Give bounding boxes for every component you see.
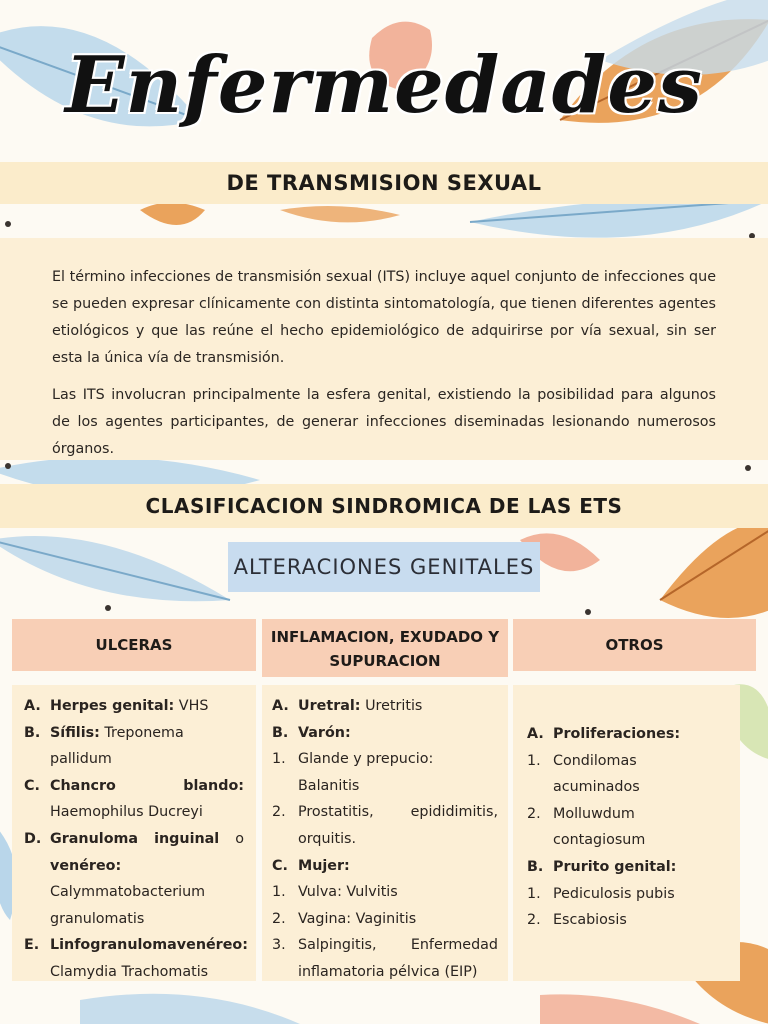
- list-marker: 3.: [272, 937, 286, 954]
- list-marker: 2.: [527, 805, 541, 822]
- column-header-line: INFLAMACION, EXUDADO Y: [270, 628, 500, 646]
- list-marker: 1.: [272, 751, 286, 768]
- item-key: inguinal: [154, 830, 220, 847]
- list-marker: 1.: [272, 884, 286, 901]
- list-item: [24, 720, 244, 773]
- list-item: [527, 801, 730, 854]
- item-value: Treponema pallidum: [50, 724, 184, 768]
- item-value: Vagina: Vaginitis: [298, 910, 417, 927]
- leaf-blue-left-icon: [0, 457, 260, 601]
- item-key: Mujer:: [298, 857, 350, 874]
- column-card-ulceras: [12, 685, 256, 981]
- item-value: granulomatis: [50, 910, 145, 927]
- list-item: [24, 826, 244, 932]
- item-key: blando:: [183, 777, 244, 794]
- column-header-ulceras: ULCERAS: [12, 619, 256, 671]
- list-item: [527, 721, 730, 748]
- list-item: [527, 854, 730, 881]
- list-marker: D.: [24, 830, 42, 847]
- intro-box: [0, 238, 768, 460]
- leaf-orange-small-icon: [140, 203, 400, 226]
- page-title: Enfermedades: [65, 40, 703, 131]
- list-marker: 2.: [527, 912, 541, 929]
- item-key: Linfogranuloma: [50, 937, 177, 954]
- item-key: Prurito genital:: [553, 858, 677, 875]
- list-marker: 2.: [272, 804, 286, 821]
- item-value: Pediculosis pubis: [553, 885, 675, 902]
- item-key: Granuloma: [50, 830, 139, 847]
- item-value: Uretritis: [365, 698, 423, 714]
- item-key: Varón:: [298, 724, 351, 741]
- list-marker: A.: [272, 698, 289, 714]
- list-item: [272, 720, 498, 747]
- list-marker: 1.: [527, 885, 541, 902]
- item-value: orquitis.: [298, 830, 357, 847]
- list-item: [272, 879, 498, 906]
- list-item: [24, 693, 244, 720]
- list-item: [272, 693, 498, 720]
- item-value: VHS: [178, 698, 209, 714]
- item-value: acuminados: [553, 779, 640, 796]
- column-card-inflamacion: [262, 685, 508, 981]
- section-title: CLASIFICACION SINDROMICA DE LAS ETS: [0, 484, 768, 528]
- list-marker: B.: [527, 858, 544, 875]
- list-item: [272, 932, 498, 985]
- list-item: [272, 906, 498, 933]
- list-marker: C.: [24, 777, 40, 794]
- list-item: [272, 746, 498, 799]
- item-key: Herpes genital:: [50, 698, 175, 714]
- item-key: Sífilis:: [50, 724, 100, 741]
- page-subtitle: DE TRANSMISION SEXUAL: [0, 162, 768, 204]
- item-key: Chancro: [50, 777, 116, 794]
- list-item: [272, 853, 498, 880]
- list-marker: C.: [272, 857, 288, 874]
- list-marker: E.: [24, 937, 40, 954]
- item-value: Salpingitis,: [298, 937, 377, 954]
- item-value: Haemophilus Ducreyi: [50, 804, 203, 821]
- list-item: [24, 773, 244, 826]
- item-value: Vulva: Vulvitis: [298, 884, 398, 901]
- item-value: Glande y prepucio: Balanitis: [298, 751, 434, 794]
- item-key: Uretral:: [298, 698, 361, 714]
- column-header-inflamacion: [262, 619, 508, 677]
- item-value: Escabiosis: [553, 912, 627, 929]
- item-value: Condilomas: [553, 752, 637, 769]
- item-key: venéreo:: [50, 857, 122, 874]
- item-value: contagiosum: [553, 832, 646, 849]
- item-value: Enfermedad: [410, 937, 498, 954]
- item-key: Proliferaciones:: [553, 726, 681, 742]
- list-marker: A.: [24, 698, 41, 714]
- list-marker: A.: [527, 726, 544, 742]
- leaf-orange-right-icon: [660, 520, 768, 618]
- list-item: [527, 748, 730, 801]
- list-item: [527, 907, 730, 934]
- list-marker: 1.: [527, 752, 541, 769]
- list-marker: B.: [24, 724, 41, 741]
- item-value: Prostatitis,: [298, 804, 374, 821]
- column-header-line: SUPURACION: [329, 652, 441, 670]
- list-item: [272, 799, 498, 852]
- column-header-otros: OTROS: [513, 619, 756, 671]
- item-value: epididimitis,: [410, 804, 498, 821]
- item-value: Clamydia Trachomatis: [50, 963, 209, 980]
- item-value: Calymmatobacterium: [50, 884, 206, 901]
- list-item: [24, 932, 248, 985]
- intro-paragraph-2: Las ITS involucran principalmente la esfera genital, existiendo la posibilidad para algunos de los agentes participantes, de generar infecciones diseminadas lesionando numerosos órganos.: [52, 387, 716, 457]
- intro-paragraph-1: El término infecciones de transmisión sexual (ITS) incluye aquel conjunto de infecciones que se pueden expresar clínicamente con distinta sintomatología, que tienen diferentes agentes etiológicos y que las reúne el hecho epidemiológico de adquirirse por vía sexual, sin ser esta la única vía de transmisión.: [52, 269, 716, 366]
- category-pill: ALTERACIONES GENITALES: [228, 542, 540, 592]
- item-key: o: [235, 830, 244, 847]
- list-item: [527, 881, 730, 908]
- item-value: Molluwdum: [553, 805, 635, 822]
- list-marker: 2.: [272, 910, 286, 927]
- column-card-otros: [513, 685, 740, 981]
- list-marker: B.: [272, 724, 289, 741]
- item-value: inflamatoria pélvica (EIP): [298, 963, 478, 980]
- item-key: venéreo:: [176, 937, 248, 954]
